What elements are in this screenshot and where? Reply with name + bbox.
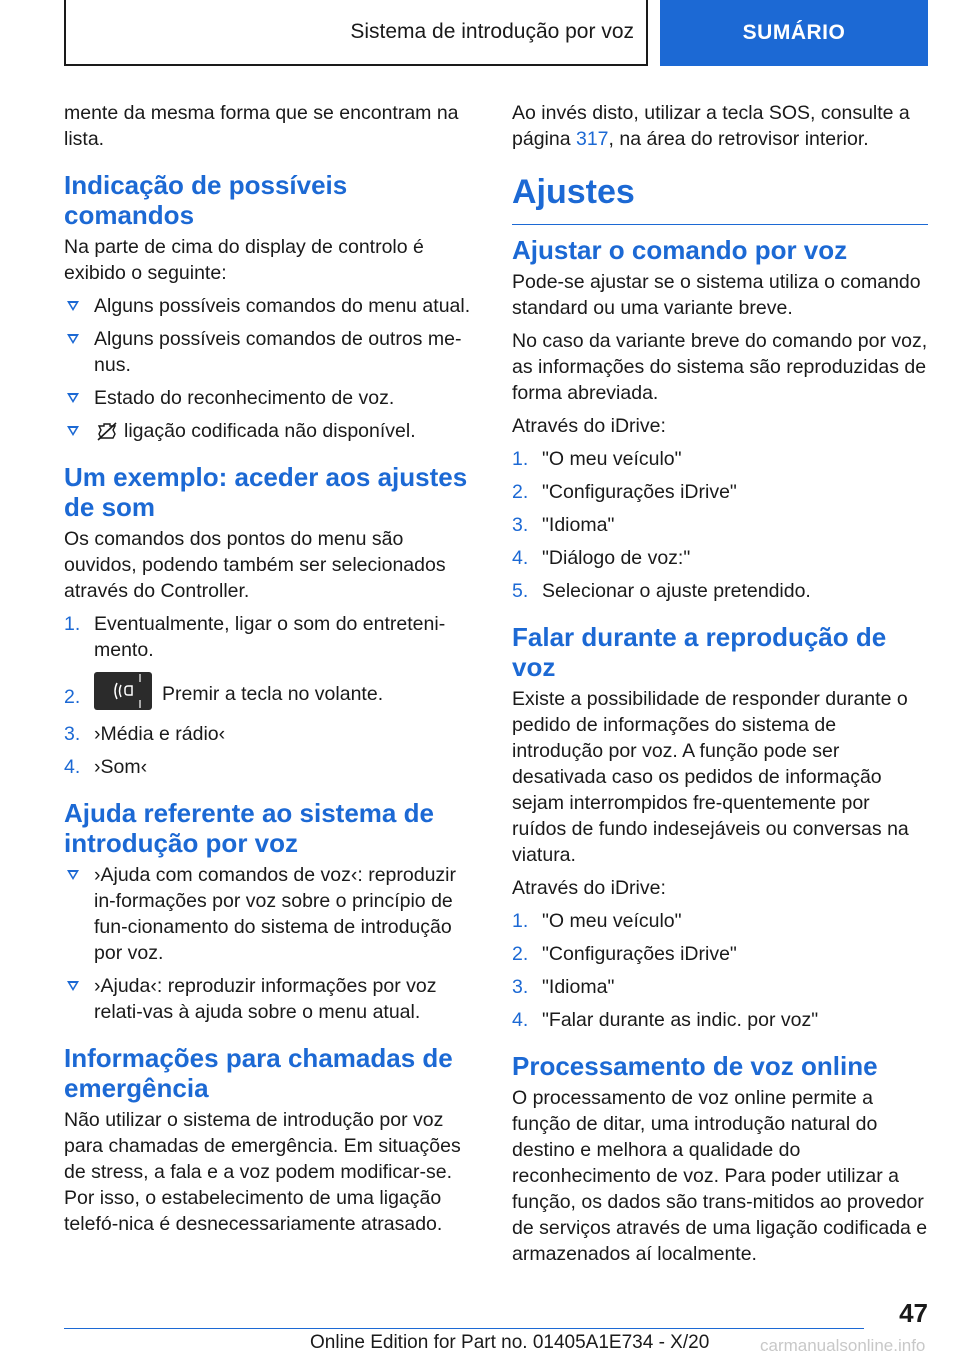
heading-talk-during-playback: Falar durante a reprodução de voz <box>512 622 887 682</box>
numbered-list <box>512 908 928 1033</box>
paragraph: Através do iDrive: <box>512 877 666 899</box>
list-item: 1. "O meu veículo" <box>512 910 682 932</box>
list-item: 3. ›Média e rádio‹ <box>64 723 226 745</box>
bullet-triangle-icon <box>67 301 79 311</box>
edition-note: Online Edition for Part no. 01405A1E734 - X/20 <box>310 1332 710 1353</box>
list-item: 4. "Falar durante as indic. por voz" <box>512 1009 819 1031</box>
list-item: ›Ajuda com comandos de voz‹: reproduzir in‐formações por voz sobre o princípio de fun‐cionamento do sistema de introdução por voz. <box>64 862 480 966</box>
bullet-triangle-icon <box>67 393 79 403</box>
heading-possible-commands: Indicação de possíveis comandos <box>64 170 348 230</box>
page-header <box>64 0 928 66</box>
bullet-triangle-icon <box>67 334 79 344</box>
paragraph: Pode-se ajustar se o sistema utiliza o comando standard ou uma variante breve. <box>512 271 921 319</box>
heading-emergency-calls: Informações para chamadas de emergência <box>64 1043 453 1103</box>
bullet-triangle-icon <box>67 426 79 436</box>
chapter-title: Ajustes <box>512 172 928 225</box>
paragraph: No caso da variante breve do comando por voz, as informações do sistema são reproduzidas de forma abreviada. <box>512 330 928 404</box>
intro-paragraph: Ao invés disto, utilizar a tecla SOS, consulte a página 317, na área do retrovisor interior. <box>512 102 910 150</box>
list-item: Alguns possíveis comandos do menu atual. <box>64 293 480 319</box>
contents-button[interactable]: SUMÁRIO <box>660 0 928 66</box>
list-item: 4. ›Som‹ <box>64 756 148 778</box>
paragraph: O processamento de voz online permite a função de ditar, uma introdução natural do destino e melhora a qualidade do reconhecimento de voz. Para poder utilizar a função, os dados são trans‐mitidos ao provedor de serviços através de uma ligação codificada e armazenados aí localmente. <box>512 1087 928 1265</box>
paragraph: Não utilizar o sistema de introdução por voz para chamadas de emergência. Em situações de stress, a fala e a voz podem modificar-se. Por isso, o estabelecimento de uma ligação telefó‐nica é desnecessariamente atrasado. <box>64 1109 461 1235</box>
list-item: ›Ajuda‹: reproduzir informações por voz relati‐vas à ajuda sobre o menu atual. <box>64 973 480 1025</box>
numbered-list <box>512 446 928 604</box>
bullet-triangle-icon <box>67 870 79 880</box>
list-item: 1. "O meu veículo" <box>512 448 682 470</box>
section-title: Sistema de introdução por voz <box>64 0 648 66</box>
list-item: 2. Premir a tecla no volante. <box>64 670 480 714</box>
numbered-list <box>64 611 480 780</box>
page-number: 47 <box>899 1298 928 1328</box>
paragraph: Através do iDrive: <box>512 415 666 437</box>
intro-paragraph: mente da mesma forma que se encontram na lista. <box>64 102 459 150</box>
list-item: Alguns possíveis comandos de outros me‐nus. <box>64 326 480 378</box>
list-item: 4. "Diálogo de voz:" <box>512 547 691 569</box>
heading-example-sound: Um exemplo: aceder aos ajustes de som <box>64 462 468 522</box>
steering-wheel-voice-button-icon <box>94 672 152 710</box>
list-item: 1. Eventualmente, ligar o som do entreteni‐mento. <box>64 613 446 661</box>
list-item: 2. "Configurações iDrive" <box>512 481 737 503</box>
left-column <box>64 100 480 1244</box>
list-item: 2. "Configurações iDrive" <box>512 943 737 965</box>
list-item: 5. Selecionar o ajuste pretendido. <box>512 580 811 602</box>
list-item: Estado do reconhecimento de voz. <box>64 385 480 411</box>
watermark: carmanualsonline.info <box>760 1336 926 1355</box>
heading-voice-help: Ajuda referente ao sistema de introdução por voz <box>64 798 434 858</box>
list-item: 3. "Idioma" <box>512 976 615 998</box>
right-column <box>512 100 928 1274</box>
page-link[interactable]: 317 <box>575 128 609 150</box>
paragraph: Existe a possibilidade de responder durante o pedido de informações do sistema de introdução por voz. A função pode ser desativada caso os pedidos de informação sejam interrompidos fre‐quentemente por ruídos de fundo indesejáveis ou conversas na viatura. <box>512 688 909 866</box>
unsecured-connection-icon <box>96 422 118 442</box>
list-item: ligação codificada não disponível. <box>64 418 480 444</box>
paragraph: Na parte de cima do display de controlo é exibido o seguinte: <box>64 236 424 284</box>
paragraph: Os comandos dos pontos do menu são ouvidos, podendo também ser selecionados através do Controller. <box>64 528 446 602</box>
bullet-list <box>64 293 480 444</box>
bullet-list <box>64 862 480 1025</box>
footer-divider <box>64 1328 864 1329</box>
heading-adjust-voice: Ajustar o comando por voz <box>512 235 848 265</box>
bullet-triangle-icon <box>67 981 79 991</box>
list-item: 3. "Idioma" <box>512 514 615 536</box>
heading-online-voice-processing: Processamento de voz online <box>512 1051 878 1081</box>
